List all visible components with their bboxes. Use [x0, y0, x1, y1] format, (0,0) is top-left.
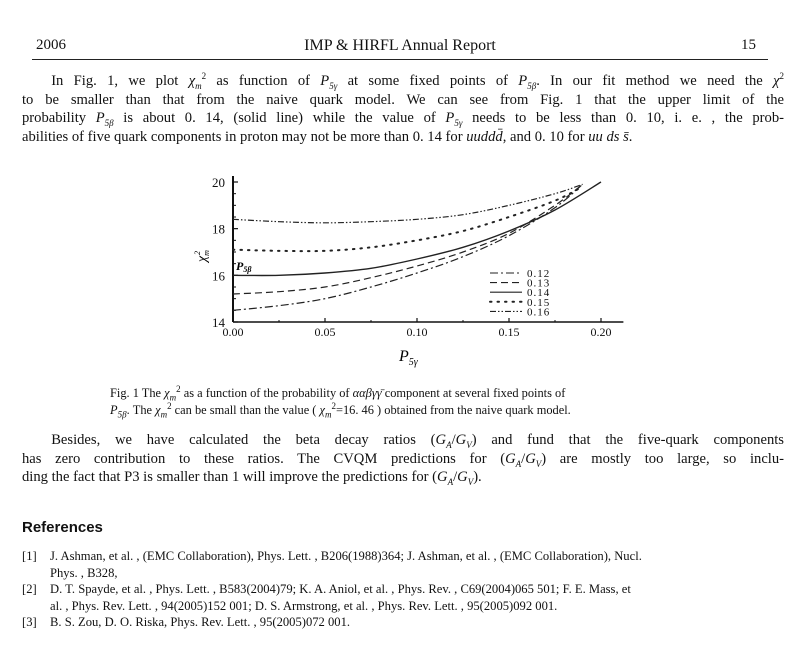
reference-line: Phys. , B328,	[50, 565, 118, 580]
y-tick-label: 20	[212, 175, 225, 190]
y-axis-label: $\chi_m2$	[193, 250, 211, 262]
page-header	[32, 35, 768, 60]
header-page-number: 15	[741, 37, 756, 53]
paragraph-1	[22, 72, 784, 146]
paragraph-2	[22, 431, 784, 487]
legend-label: 0.12	[527, 268, 551, 280]
y-tick-label: 18	[212, 221, 225, 237]
legend-label: 0.14	[527, 287, 551, 300]
chart-curves	[233, 182, 601, 310]
x-tick-label: 0.10	[406, 325, 428, 339]
x-tick-label: 0.20	[590, 325, 612, 339]
reference-item	[22, 548, 784, 581]
reference-item	[22, 614, 784, 631]
x-tick-label: 0.00	[222, 325, 244, 339]
reference-number: [1]	[22, 549, 37, 563]
x-tick-label: 0.05	[314, 325, 336, 339]
y-tick-label: 16	[212, 268, 225, 284]
header-year: 2006	[36, 37, 66, 53]
x-tick-label: 0.15	[498, 325, 520, 339]
reference-line: J. Ashman, et al. , (EMC Collaboration), Phys. Lett. , B206(1988)364; J. Ashman, et al. , (EMC Collaboration), Nucl.	[50, 549, 642, 563]
paragraph-line: to be smaller than that from the naive quark model. We can see from Fig. 1 that the upper limit of the	[22, 91, 784, 108]
paragraph-line: abilities of five quark components in proton may not be more than 0. 14 for uuddd̄, and 0. 10 for uu ds s̄.	[22, 128, 633, 145]
paragraph-line: ding the fact that P3 is smaller than 1 will improve the predictions for $(G_A/G_V)$.	[22, 469, 482, 487]
reference-line: D. T. Spayde, et al. , Phys. Lett. , B583(2004)79; K. A. Aniol, et al. , Phys. Rev. , C69(2004)065 501; F. E. Mass, et	[50, 582, 631, 596]
reference-line: al. , Phys. Rev. Lett. , 94(2005)152 001; D. S. Armstrong, et al. , Phys. Rev. Lett. , 95(2005)092 001.	[50, 598, 558, 613]
caption-line: $P_{5\beta}$. The $\chi_m^2$ can be small than the value ( $\chi_m^2=16$. 46 ) obtained from the naive quark model.	[110, 400, 571, 420]
figure-caption	[110, 385, 690, 419]
reference-number: [3]	[22, 615, 37, 629]
reference-item	[22, 581, 784, 614]
legend-label: 0.13	[527, 277, 551, 290]
references-heading: References	[22, 519, 103, 536]
x-axis-label: $P_{5\gamma}$	[399, 348, 418, 368]
curve-0-14	[233, 182, 601, 276]
legend-label: 0.16	[527, 306, 551, 319]
paragraph-line: In Fig. 1, we plot $\chi_m^2$ as function of $P_{5\gamma}$ at some fixed points of $P_{5\beta}$. In our fit method we need the $\chi^2$	[51, 71, 784, 91]
chart-legend	[490, 268, 550, 318]
legend-label: 0.15	[527, 296, 551, 309]
y-tick-label: 14	[212, 315, 225, 330]
paragraph-line: has zero contribution to these ratios. The CVQM predictions for $(G_A/G_V)$ are mostly too large, so inclu-	[22, 450, 785, 469]
curve-0-12	[233, 184, 583, 310]
reference-number: [2]	[22, 582, 37, 596]
caption-line: Fig. 1 The $\chi_m^2$ as a function of the probability of ααβγγ̄ component at several fixed points of	[110, 383, 566, 403]
reference-line: B. S. Zou, D. O. Riska, Phys. Rev. Lett. , 95(2005)072 001.	[50, 615, 351, 629]
paragraph-line: probability $P_{5\beta}$ is about 0. 14, (solid line) while the value of $P_{5\gamma}$ needs to be less than 0. 10, i. e. , the prob-	[22, 110, 784, 128]
chart-axes	[212, 175, 623, 339]
paragraph-line: Besides, we have calculated the beta decay ratios $(G_A/G_V)$ and fund that the five-quark components	[51, 432, 784, 450]
curve-0-13	[233, 184, 583, 294]
references-list	[22, 548, 784, 631]
header-title: IMP & HIRFL Annual Report	[304, 37, 496, 54]
curve-0-16	[233, 184, 583, 223]
curve-0-15	[233, 187, 583, 251]
curve-annotation: P5β	[236, 259, 252, 274]
